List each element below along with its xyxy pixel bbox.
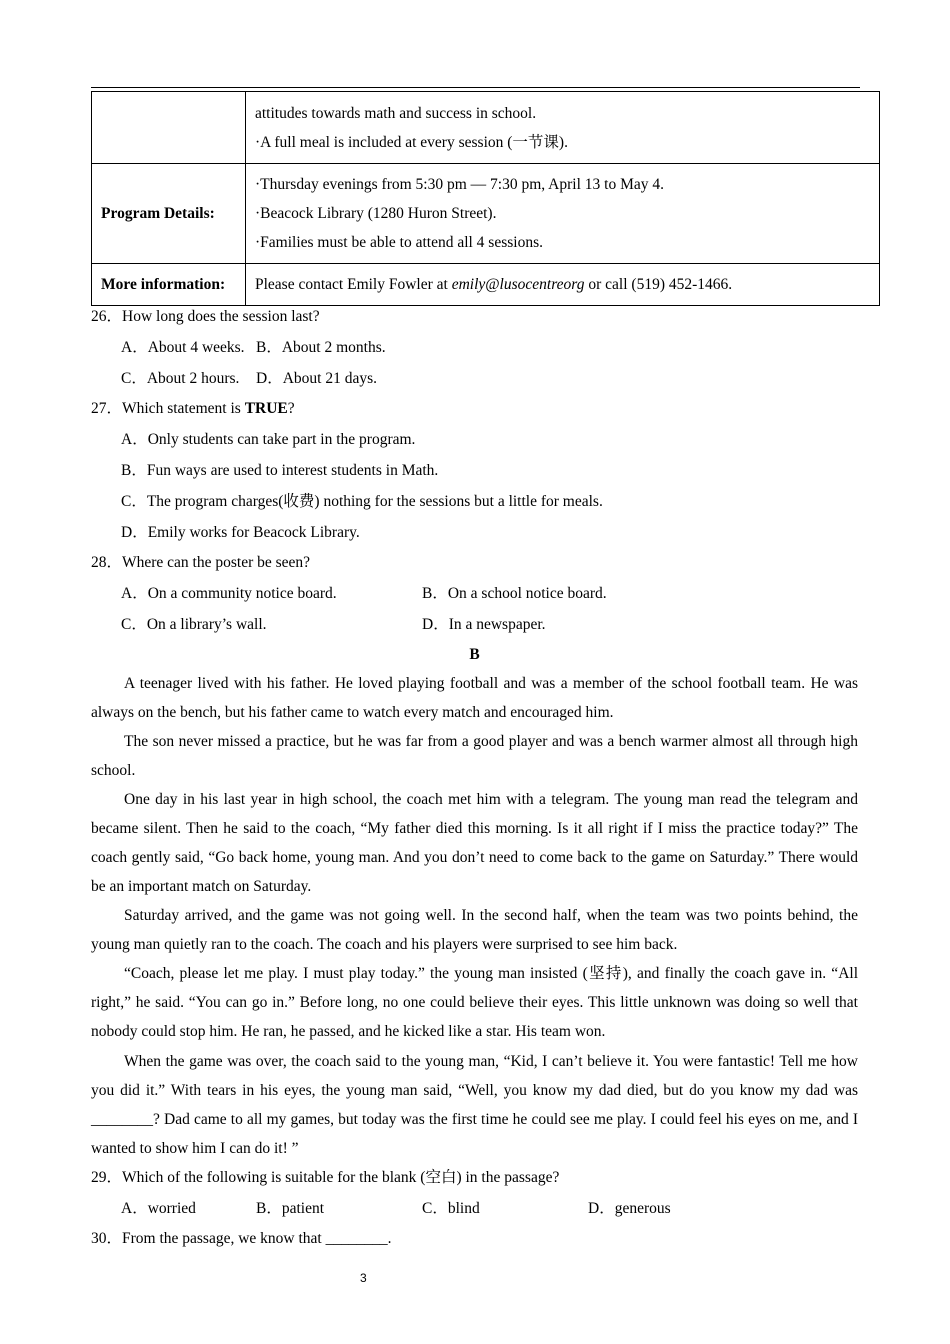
program-info-table [91,91,880,306]
row-line: ·Thursday evenings from 5:30 pm — 7:30 pm, April 13 to May 4. [255,176,664,193]
question-26-option-c: C．About 2 hours. [121,370,240,387]
table-row [92,164,880,264]
contact-email: emily@lusocentreorg [451,275,585,293]
question-26-option-b: B．About 2 months. [256,339,386,356]
question-30-stem: 30．From the passage, we know that ________. [91,1230,392,1247]
row-label: Program Details: [92,164,246,264]
question-29-option-a: A．worried [121,1200,196,1217]
passage-paragraph-6: When the game was over, the coach said to the young man, “Kid, I can’t believe it. You were fantastic! Tell me how you did it.” With tears in his eyes, the young man said, “Well, you know my dad died, but do you know my dad was ________? Dad came to all my games, but today was the first time he could see me play. I could feel his eyes on me, and I wanted to show him I can do it! ” [91,1053,858,1157]
passage-paragraph-5: “Coach, please let me play. I must play today.” the young man insisted (坚持), and finally the coach gave in. “All right,” he said. “You can go in.” Before long, no one could believe their eyes. This little unknown was doing so well that nobody could stop him. He ran, he passed, and he kicked like a star. His team won. [91,965,858,1040]
question-29-option-b: B．patient [256,1200,325,1217]
passage-paragraph-3: One day in his last year in high school, the coach met him with a telegram. The young man read the telegram and became silent. Then he said to the coach, “My father died this morning. Is it all right if I miss the practice today?” The coach gently said, “Go back home, young man. And you don’t need to come back to the game on Saturday.” There would be an important match on Saturday. [91,791,858,895]
row-line: attitudes towards math and success in school. [255,104,537,122]
question-29-stem: 29．Which of the following is suitable for the blank (空白) in the passage? [91,1169,560,1186]
question-26-stem: 26．How long does the session last? [91,308,320,325]
passage-heading: B [469,646,480,663]
question-28-option-d: D．In a newspaper. [422,616,546,633]
table-row [92,264,880,306]
row-line: ·Beacock Library (1280 Huron Street). [255,205,497,222]
question-28-option-c: C．On a library’s wall. [121,616,267,633]
passage-paragraph-4: Saturday arrived, and the game was not going well. In the second half, when the team was two points behind, the young man quietly ran to the coach. The coach and his players were surprised to see him back. [91,907,858,953]
row-line: ·A full meal is included at every session (一节课). [255,133,568,151]
contact-text-before: Please contact Emily Fowler at [255,275,452,293]
question-26-option-d: D．About 21 days. [256,370,377,387]
question-27-stem: 27．Which statement is TRUE? [91,400,295,417]
row-line: ·Families must be able to attend all 4 sessions. [255,234,543,251]
row-label: More information: [92,264,246,306]
question-28-stem: 28．Where can the poster be seen? [91,554,311,571]
page-number: 3 [360,1271,367,1285]
contact-text-after: or call (519) 452-1466. [584,275,733,293]
question-26-option-a: A．About 4 weeks. [121,339,245,356]
question-28-option-a: A．On a community notice board. [121,585,337,602]
question-27-option-d: D．Emily works for Beacock Library. [121,524,360,541]
table-row [92,92,880,164]
question-28-option-b: B．On a school notice board. [422,585,607,602]
passage-paragraph-2: The son never missed a practice, but he was far from a good player and was a bench warmer almost all through high school. [91,733,858,779]
question-27-option-c: C．The program charges(收费) nothing for the sessions but a little for meals. [121,493,603,510]
question-27-option-a: A．Only students can take part in the program. [121,431,416,448]
passage-paragraph-1: A teenager lived with his father. He loved playing football and was a member of the school football team. He was always on the bench, but his father came to watch every match and encouraged him. [91,675,858,721]
question-29-option-c: C．blind [422,1200,480,1217]
question-27-option-b: B．Fun ways are used to interest students in Math. [121,462,439,479]
question-29-option-d: D．generous [588,1200,671,1217]
header-rule [91,87,860,88]
row-label [92,92,246,164]
